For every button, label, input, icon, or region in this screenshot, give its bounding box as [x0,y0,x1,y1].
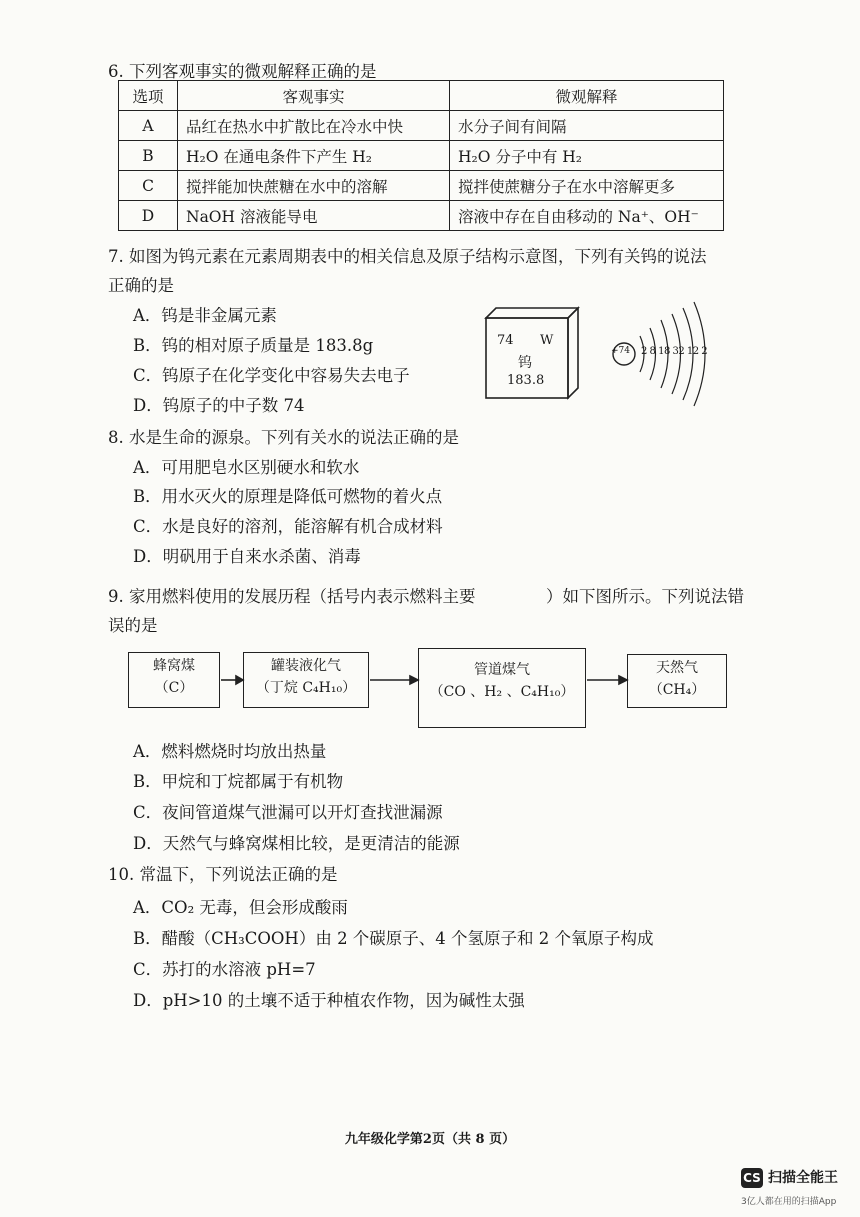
q10-option-a: A．CO₂ 无毒，但会形成酸雨 [133,898,348,917]
flow-name: 管道煤气 [474,662,530,678]
q7-stem-line2: 正确的是 [108,276,174,295]
q7-stem-line1: 7. 如图为钨元素在元素周期表中的相关信息及原子结构示意图，下列有关钨的说法 [108,247,707,266]
row-explanation: 水分子间有间隔 [450,111,724,141]
shell-electrons: 2 8 18 32 12 2 [641,346,708,357]
row-explanation: 搅拌使蔗糖分子在水中溶解更多 [450,171,724,201]
q10-option-c: C．苏打的水溶液 pH=7 [133,960,316,979]
q10-option-b: B．醋酸（CH₃COOH）由 2 个碳原子、4 个氢原子和 2 个氧原子构成 [133,929,654,948]
q6-stem: 6. 下列客观事实的微观解释正确的是 [108,62,377,81]
row-fact: 搅拌能加快蔗糖在水中的溶解 [178,171,450,201]
q8-stem: 8. 水是生命的源泉。下列有关水的说法正确的是 [108,428,459,447]
element-name: 钨 [518,355,532,371]
q8-option-d: D．明矾用于自来水杀菌、消毒 [133,547,361,566]
row-option: C [119,171,178,201]
element-symbol: W [540,333,554,348]
page-footer: 九年级化学第2页（共 8 页） [344,1132,516,1147]
q9-option-b: B．甲烷和丁烷都属于有机物 [133,772,344,791]
q8-option-b: B．用水灭火的原理是降低可燃物的着火点 [133,487,443,506]
header-option: 选项 [119,81,178,111]
q9-stem-line2: 误的是 [108,616,158,635]
row-option: D [119,201,178,231]
q7-option-a: A．钨是非金属元素 [133,306,277,325]
element-mass: 183.8 [507,373,545,388]
row-fact: 品红在热水中扩散比在冷水中快 [178,111,450,141]
row-option: B [119,141,178,171]
nucleus-charge: +74 [611,346,630,356]
q9-stem-line1: 9. 家用燃料使用的发展历程（括号内表示燃料主要 [108,587,476,606]
flow-formula: （丁烷 C₄H₁₀） [255,680,357,696]
q7-option-d: D．钨原子的中子数 74 [133,396,305,415]
scanner-tagline: 3亿人都在用的扫描App [741,1197,837,1207]
q10-stem: 10. 常温下，下列说法正确的是 [108,865,338,884]
q8-option-a: A．可用肥皂水区别硬水和软水 [133,458,360,477]
row-fact: NaOH 溶液能导电 [178,201,450,231]
flow-name: 天然气 [656,660,698,676]
header-explanation: 微观解释 [450,81,724,111]
q10-option-d: D．pH>10 的土壤不适于种植农作物，因为碱性太强 [133,991,525,1010]
flow-formula: （CO 、H₂ 、C₄H₁₀） [429,684,575,700]
q9-stem-line1b: ）如下图所示。下列说法错 [546,587,744,606]
scanner-app-name: 扫描全能王 [768,1170,838,1186]
row-option: A [119,111,178,141]
q8-option-c: C．水是良好的溶剂，能溶解有机合成材料 [133,517,443,536]
row-explanation: 溶液中存在自由移动的 Na⁺、OH⁻ [450,201,724,231]
flow-formula: （C） [154,680,194,696]
q9-option-d: D．天然气与蜂窝煤相比较，是更清洁的能源 [133,834,460,853]
q9-option-c: C．夜间管道煤气泄漏可以开灯查找泄漏源 [133,803,443,822]
flow-name: 罐装液化气 [271,658,341,674]
header-fact: 客观事实 [178,81,450,111]
row-explanation: H₂O 分子中有 H₂ [450,141,724,171]
element-number: 74 [497,333,514,348]
flow-name: 蜂窝煤 [153,658,195,674]
q7-option-c: C．钨原子在化学变化中容易失去电子 [133,366,410,385]
q7-option-b: B．钨的相对原子质量是 183.8g [133,336,374,355]
scanner-logo-icon: CS [741,1168,763,1188]
q9-option-a: A．燃料燃烧时均放出热量 [133,742,327,761]
flow-formula: （CH₄） [648,682,706,698]
row-fact: H₂O 在通电条件下产生 H₂ [178,141,450,171]
